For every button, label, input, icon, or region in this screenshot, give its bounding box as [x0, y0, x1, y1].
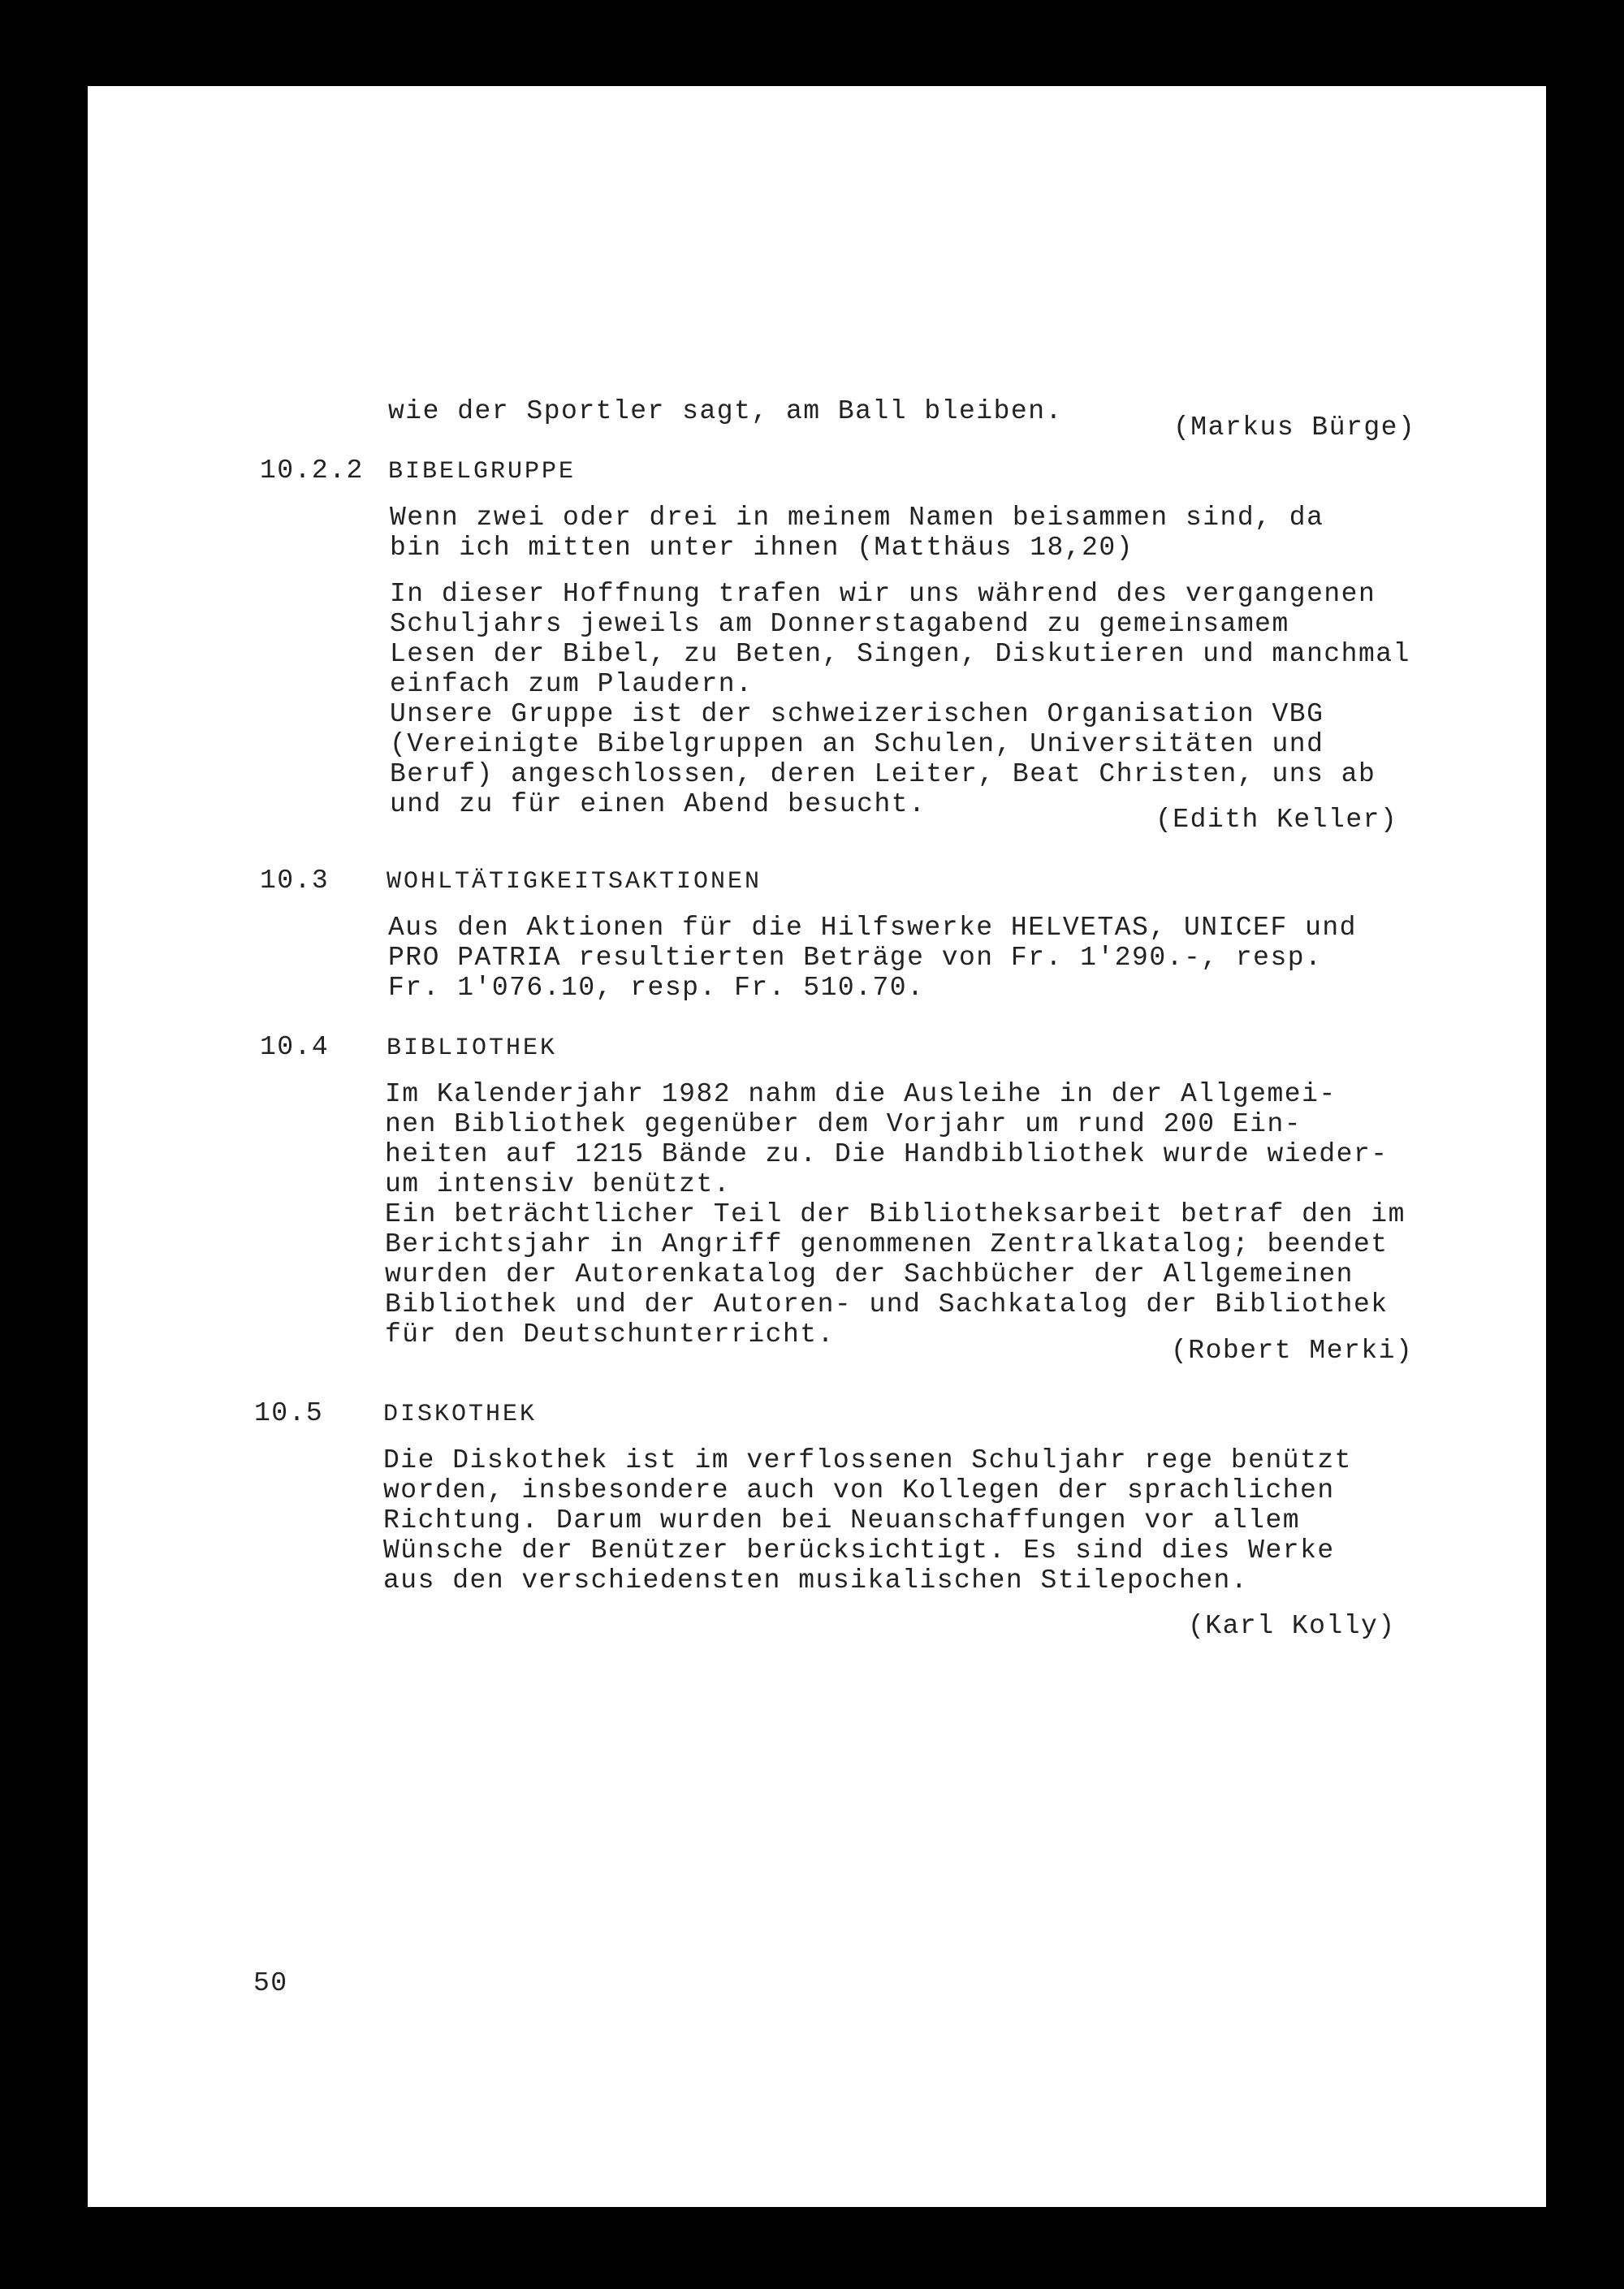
paragraph-line: PRO PATRIA resultierten Beträge von Fr. 1'290.-, resp.: [388, 943, 1323, 973]
paragraph-line: Die Diskothek ist im verflossenen Schuljahr rege benützt: [383, 1445, 1352, 1475]
paragraph-line: heiten auf 1215 Bände zu. Die Handbibliothek wurde wieder-: [385, 1139, 1389, 1169]
paragraph-line: Beruf) angeschlossen, deren Leiter, Beat Christen, uns ab: [390, 759, 1376, 789]
signature-karl-kolly: (Karl Kolly): [1188, 1611, 1396, 1641]
section-heading-bibliothek: BIBLIOTHEK: [387, 1034, 558, 1062]
signature-markus-buerge: (Markus Bürge): [1173, 412, 1416, 443]
paragraph-line: Unsere Gruppe ist der schweizerischen Organisation VBG: [390, 699, 1324, 729]
paragraph-line: (Vereinigte Bibelgruppen an Schulen, Universitäten und: [390, 729, 1324, 759]
section-number: 10.3: [260, 866, 330, 896]
paragraph-line: um intensiv benützt.: [385, 1169, 732, 1199]
section-number: 10.4: [260, 1032, 330, 1062]
paragraph-line: Schuljahrs jeweils am Donnerstagabend zu gemeinsamem: [390, 609, 1289, 639]
paragraph-line: nen Bibliothek gegenüber dem Vorjahr um rund 200 Ein-: [385, 1109, 1302, 1139]
section-number: 10.2.2: [260, 456, 364, 486]
paragraph-line: Aus den Aktionen für die Hilfswerke HELVETAS, UNICEF und: [388, 913, 1357, 943]
intro-line: wie der Sportler sagt, am Ball bleiben.: [388, 396, 1063, 426]
section-number: 10.5: [254, 1398, 324, 1428]
document-page: [88, 86, 1546, 2207]
signature-edith-keller: (Edith Keller): [1155, 805, 1398, 835]
section-heading-bibelgruppe: BIBELGRUPPE: [388, 458, 577, 486]
paragraph-line: Lesen der Bibel, zu Beten, Singen, Diskutieren und manchmal: [390, 639, 1410, 669]
paragraph-line: worden, insbesondere auch von Kollegen der sprachlichen: [383, 1475, 1335, 1505]
paragraph-line: Berichtsjahr in Angriff genommenen Zentralkatalog; beendet: [385, 1229, 1389, 1259]
paragraph-line: wurden der Autorenkatalog der Sachbücher der Allgemeinen: [385, 1259, 1354, 1289]
paragraph-line: Ein beträchtlicher Teil der Bibliotheksarbeit betraf den im: [385, 1199, 1406, 1229]
paragraph-line: Fr. 1'076.10, resp. Fr. 510.70.: [388, 973, 925, 1003]
paragraph-line: Bibliothek und der Autoren- und Sachkatalog der Bibliothek: [385, 1289, 1389, 1319]
section-heading-diskothek: DISKOTHEK: [383, 1401, 538, 1428]
section-heading-wohltaetigkeitsaktionen: WOHLTÄTIGKEITSAKTIONEN: [387, 868, 762, 896]
paragraph-line: In dieser Hoffnung trafen wir uns während des vergangenen: [390, 579, 1376, 609]
paragraph-line: und zu für einen Abend besucht.: [390, 789, 926, 819]
signature-robert-merki: (Robert Merki): [1171, 1336, 1414, 1366]
paragraph-line: aus den verschiedensten musikalischen Stilepochen.: [383, 1566, 1249, 1596]
paragraph-line: Wenn zwei oder drei in meinem Namen beisammen sind, da: [390, 503, 1324, 533]
paragraph-line: einfach zum Plaudern.: [390, 669, 754, 699]
paragraph-line: Wünsche der Benützer berücksichtigt. Es sind dies Werke: [383, 1535, 1335, 1566]
page-number: 50: [253, 1968, 288, 1998]
paragraph-line: Richtung. Darum wurden bei Neuanschaffungen vor allem: [383, 1505, 1301, 1535]
paragraph-line: für den Deutschunterricht.: [385, 1319, 835, 1350]
paragraph-line: Im Kalenderjahr 1982 nahm die Ausleihe in der Allgemei-: [385, 1079, 1337, 1109]
paragraph-line: bin ich mitten unter ihnen (Matthäus 18,20): [390, 533, 1134, 563]
